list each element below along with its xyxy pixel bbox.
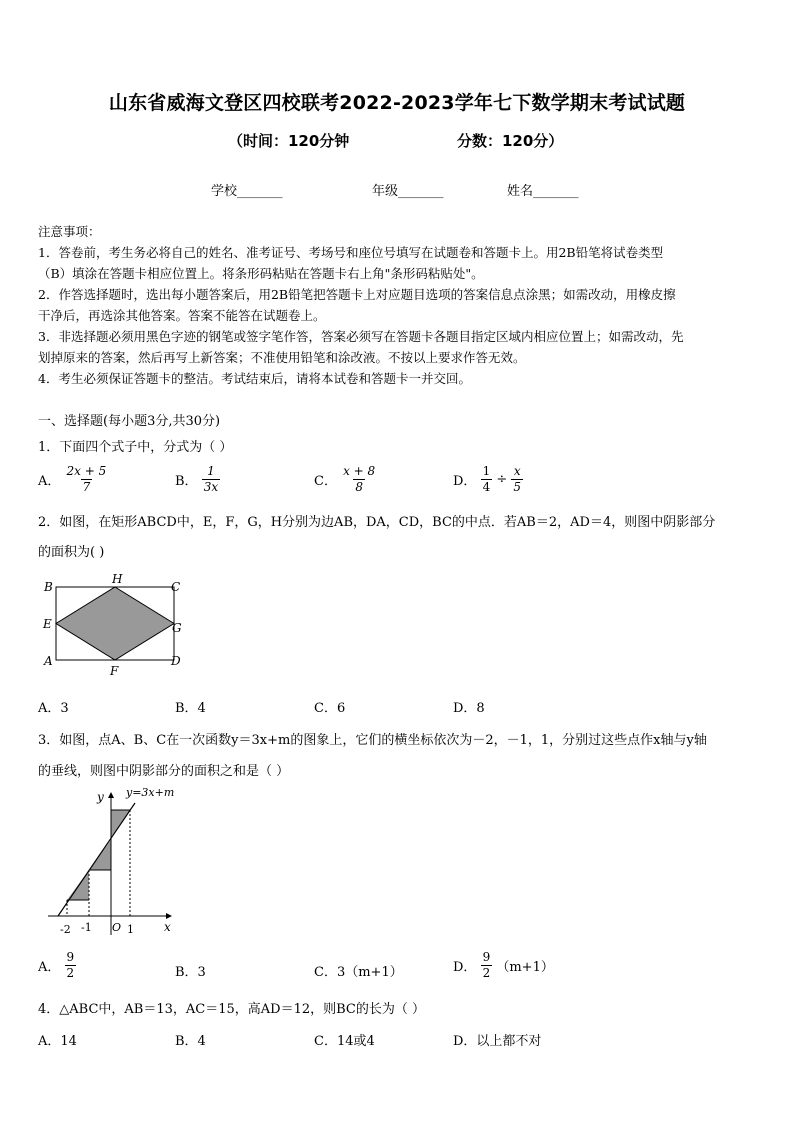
note-1-cont: （B）填涂在答题卡相应位置上。将条形码粘贴在答题卡右上角"条形码粘贴处"。 [38,266,484,281]
q1-c-den: 8 [355,480,363,494]
q4-option-c: C．14或4 [314,1034,375,1049]
q4-stem: 4．△ABC中，AB＝13，AC＝15，高AD＝12，则BC的长为（ ） [38,1002,425,1017]
q1-d-num2: x [513,464,521,478]
q1-c-label: C． [314,474,337,489]
school-field: 学校_______ [211,184,283,199]
q1-d-fraction-2 [511,464,523,495]
q1-d-den1: 4 [482,480,491,494]
q3-option-b: B．3 [175,965,206,980]
label-d: D [171,654,181,668]
q3-d-tail: （m+1） [496,960,554,975]
notes-heading: 注意事项： [38,224,101,239]
tick-minus1: -1 [81,921,92,934]
q2-option-d: D．8 [453,701,485,716]
label-c: C [171,580,181,594]
note-1: 1．答卷前，考生务必将自己的姓名、准考证号、考场号和座位号填写在试题卷和答题卡上。用2B铅笔将试卷类型 [38,245,664,260]
q1-b-fraction [202,464,220,495]
tick-1: 1 [127,923,134,936]
tick-minus2: -2 [60,923,71,936]
q1-c-fraction [341,464,377,495]
note-3-cont: 划掉原来的答案，然后再写上新答案；不准使用铅笔和涂改液。不按以上要求作答无效。 [38,350,526,365]
q1-d-num1: 1 [482,464,491,478]
q1-a-fraction [65,464,109,495]
name-field: 姓名_______ [507,184,579,199]
q3-option-d [453,950,554,981]
x-axis-label: x [164,920,171,934]
q2-option-b: B．4 [175,701,206,716]
q3-d-den: 2 [482,966,491,980]
q2-rectangle-figure [38,570,198,682]
q1-b-num: 1 [207,464,215,478]
label-e: E [43,617,52,631]
q3-stem: 3．如图，点A、B、C在一次函数y＝3x+m的图象上，它们的横坐标依次为－2，－1，1，分别过这些点作x轴与y轴 [38,733,707,748]
q1-option-c [314,464,377,495]
label-g: G [172,621,182,635]
note-4: 4．考生必须保证答题卡的整洁。考试结束后，请将本试卷和答题卡一并交回。 [38,371,471,386]
exam-title: 山东省威海文登区四校联考2022-2023学年七下数学期末考试试题 [108,92,686,114]
q3-stem-cont: 的垂线，则图中阴影部分的面积之和是（ ） [38,764,290,779]
q4-option-a: A．14 [38,1034,77,1049]
label-h: H [112,572,123,586]
q4-option-d: D．以上都不对 [453,1034,542,1049]
exam-score: 分数：120分） [457,132,564,150]
q1-d-den2: 5 [513,480,522,494]
note-2: 2．作答选择题时，选出每小题答案后，用2B铅笔把答题卡上对应题目选项的答案信息点涂黑；如需改动，用橡皮擦 [38,287,676,302]
q3-d-fraction [481,950,493,981]
q2-stem-cont: 的面积为( ) [38,545,105,560]
q3-option-c: C．3（m+1） [314,965,403,980]
q2-option-c: C．6 [314,701,346,716]
q1-a-den: 7 [82,480,91,494]
q1-a-label: A． [38,474,61,489]
q1-d-label: D． [453,474,477,489]
q1-option-b [175,464,220,495]
y-axis-label: y [97,790,104,804]
q3-a-den: 2 [66,966,75,980]
q2-option-a: A．3 [38,701,69,716]
q2-stem: 2．如图，在矩形ABCD中，E，F，G，H分别为边AB，DA，CD，BC的中点．若AB＝2，AD＝4，则图中阴影部分 [38,515,716,530]
q1-option-d [453,464,523,495]
note-3: 3．非选择题必须用黑色字迹的钢笔或签字笔作答，答案必须写在答题卡各题目指定区域内相应位置上；如需改动，先 [38,329,684,344]
grade-field: 年级_______ [372,184,444,199]
exam-time: （时间：120分钟 [228,132,350,150]
q3-a-label: A． [38,960,61,975]
section-heading: 一、选择题(每小题3分,共30分) [38,414,221,429]
q1-b-label: B． [175,474,198,489]
q1-c-num: x + 8 [343,464,376,478]
label-a: A [44,654,53,668]
q4-option-b: B．4 [175,1034,206,1049]
q1-d-fraction-1 [481,464,493,495]
q1-d-operator: ÷ [496,472,508,487]
q1-a-num: 2x + 5 [66,464,107,478]
q1-b-den: 3x [203,480,219,494]
label-b: B [44,580,53,594]
function-line [58,803,135,916]
label-f: F [110,664,119,678]
function-label: y=3x+m [126,786,175,799]
q3-a-num: 9 [66,950,75,964]
q3-d-label: D． [453,960,477,975]
q1-stem: 1．下面四个式子中，分式为（ ） [38,440,233,455]
q3-graph-figure [38,785,188,943]
q1-option-a [38,464,108,495]
note-2-cont: 干净后，再选涂其他答案。答案不能答在试题卷上。 [38,308,326,323]
q3-a-fraction [65,950,77,981]
origin-label: O [112,921,122,934]
q3-option-a [38,950,76,981]
shaded-rhombus [56,587,174,660]
q3-d-num: 9 [482,950,491,964]
